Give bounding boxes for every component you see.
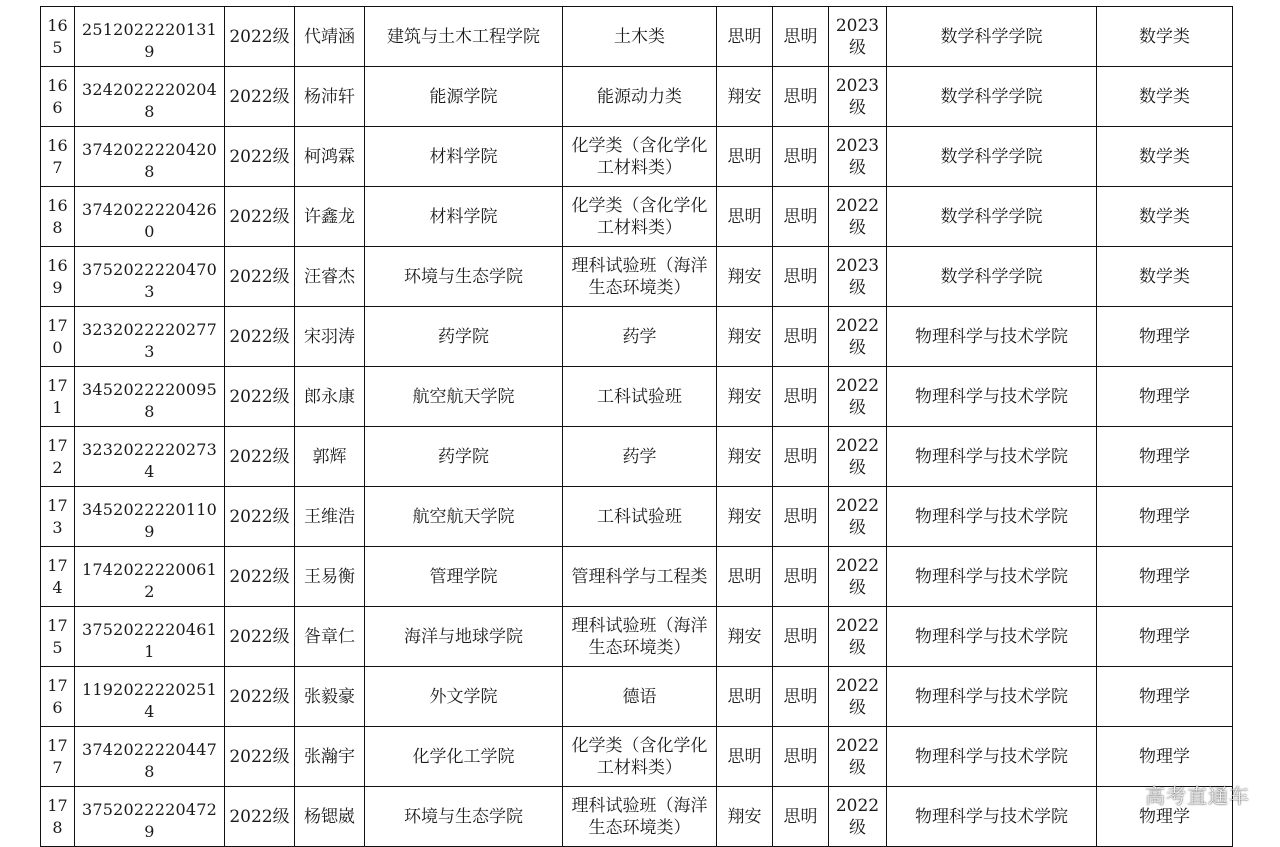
table-row — [41, 487, 1233, 547]
to-grade-cell: 2022级 — [829, 727, 887, 787]
student-name-cell: 张毅豪 — [295, 667, 365, 727]
to-grade-cell: 2022级 — [829, 667, 887, 727]
from-major-cell: 化学类（含化学化工材料类） — [563, 187, 717, 247]
table-row — [41, 7, 1233, 67]
campus-to-cell: 思明 — [773, 247, 829, 307]
row-number-cell: 170 — [41, 307, 75, 367]
campus-to-cell: 思明 — [773, 307, 829, 367]
campus-to-cell: 思明 — [773, 547, 829, 607]
student-name-cell: 许鑫龙 — [295, 187, 365, 247]
table-row — [41, 427, 1233, 487]
campus-from-cell: 翔安 — [717, 247, 773, 307]
transfer-roster-table — [40, 6, 1233, 847]
row-number-cell: 169 — [41, 247, 75, 307]
from-major-cell: 理科试验班（海洋生态环境类） — [563, 607, 717, 667]
student-name-cell: 杨锶崴 — [295, 787, 365, 847]
campus-to-cell: 思明 — [773, 127, 829, 187]
roster-body — [41, 7, 1233, 847]
row-number-cell: 173 — [41, 487, 75, 547]
to-major-cell: 物理学 — [1097, 547, 1233, 607]
student-name-cell: 王维浩 — [295, 487, 365, 547]
row-number-cell: 172 — [41, 427, 75, 487]
campus-from-cell: 思明 — [717, 127, 773, 187]
student-name-cell: 代靖涵 — [295, 7, 365, 67]
to-major-cell: 数学类 — [1097, 187, 1233, 247]
row-number-cell: 165 — [41, 7, 75, 67]
row-number-cell: 168 — [41, 187, 75, 247]
campus-to-cell: 思明 — [773, 67, 829, 127]
row-number-cell: 177 — [41, 727, 75, 787]
to-college-cell: 物理科学与技术学院 — [887, 547, 1097, 607]
table-row — [41, 247, 1233, 307]
to-college-cell: 物理科学与技术学院 — [887, 367, 1097, 427]
campus-from-cell: 思明 — [717, 727, 773, 787]
watermark-label: 高考直通车 — [1145, 784, 1250, 808]
grade-cell: 2022级 — [225, 667, 295, 727]
grade-cell: 2022级 — [225, 367, 295, 427]
to-major-cell: 数学类 — [1097, 7, 1233, 67]
from-major-cell: 工科试验班 — [563, 487, 717, 547]
row-number-cell: 171 — [41, 367, 75, 427]
from-college-cell: 药学院 — [365, 307, 563, 367]
campus-from-cell: 翔安 — [717, 427, 773, 487]
grade-cell: 2022级 — [225, 547, 295, 607]
to-grade-cell: 2022级 — [829, 547, 887, 607]
to-college-cell: 物理科学与技术学院 — [887, 667, 1097, 727]
to-college-cell: 物理科学与技术学院 — [887, 727, 1097, 787]
grade-cell: 2022级 — [225, 307, 295, 367]
grade-cell: 2022级 — [225, 607, 295, 667]
from-college-cell: 材料学院 — [365, 127, 563, 187]
from-college-cell: 材料学院 — [365, 187, 563, 247]
from-college-cell: 环境与生态学院 — [365, 247, 563, 307]
table-row — [41, 607, 1233, 667]
student-id-cell: 11920222202514 — [75, 667, 225, 727]
to-grade-cell: 2023级 — [829, 7, 887, 67]
to-college-cell: 物理科学与技术学院 — [887, 487, 1097, 547]
row-number-cell: 166 — [41, 67, 75, 127]
from-major-cell: 化学类（含化学化工材料类） — [563, 727, 717, 787]
campus-from-cell: 思明 — [717, 547, 773, 607]
campus-from-cell: 思明 — [717, 187, 773, 247]
grade-cell: 2022级 — [225, 247, 295, 307]
campus-to-cell: 思明 — [773, 487, 829, 547]
row-number-cell: 176 — [41, 667, 75, 727]
student-name-cell: 宋羽涛 — [295, 307, 365, 367]
table-row — [41, 307, 1233, 367]
student-id-cell: 37520222204703 — [75, 247, 225, 307]
student-id-cell: 32320222202773 — [75, 307, 225, 367]
campus-to-cell: 思明 — [773, 787, 829, 847]
student-id-cell: 34520222201109 — [75, 487, 225, 547]
campus-to-cell: 思明 — [773, 607, 829, 667]
table-row — [41, 127, 1233, 187]
from-college-cell: 海洋与地球学院 — [365, 607, 563, 667]
campus-from-cell: 翔安 — [717, 487, 773, 547]
student-id-cell: 37420222204260 — [75, 187, 225, 247]
to-grade-cell: 2023级 — [829, 127, 887, 187]
table-row — [41, 787, 1233, 847]
student-name-cell: 郭辉 — [295, 427, 365, 487]
to-major-cell: 数学类 — [1097, 127, 1233, 187]
to-grade-cell: 2022级 — [829, 487, 887, 547]
table-row — [41, 67, 1233, 127]
to-college-cell: 数学科学学院 — [887, 247, 1097, 307]
table-row — [41, 367, 1233, 427]
to-major-cell: 物理学 — [1097, 607, 1233, 667]
to-college-cell: 物理科学与技术学院 — [887, 307, 1097, 367]
student-id-cell: 17420222200612 — [75, 547, 225, 607]
to-major-cell: 物理学 — [1097, 367, 1233, 427]
row-number-cell: 178 — [41, 787, 75, 847]
student-name-cell: 王易衡 — [295, 547, 365, 607]
table-row — [41, 547, 1233, 607]
campus-to-cell: 思明 — [773, 187, 829, 247]
to-college-cell: 数学科学学院 — [887, 7, 1097, 67]
from-major-cell: 管理科学与工程类 — [563, 547, 717, 607]
to-grade-cell: 2022级 — [829, 607, 887, 667]
from-major-cell: 德语 — [563, 667, 717, 727]
to-major-cell: 物理学 — [1097, 487, 1233, 547]
from-college-cell: 环境与生态学院 — [365, 787, 563, 847]
grade-cell: 2022级 — [225, 727, 295, 787]
student-name-cell: 汪睿杰 — [295, 247, 365, 307]
from-college-cell: 管理学院 — [365, 547, 563, 607]
grade-cell: 2022级 — [225, 187, 295, 247]
to-college-cell: 数学科学学院 — [887, 67, 1097, 127]
to-college-cell: 数学科学学院 — [887, 127, 1097, 187]
student-name-cell: 柯鸿霖 — [295, 127, 365, 187]
from-college-cell: 外文学院 — [365, 667, 563, 727]
grade-cell: 2022级 — [225, 67, 295, 127]
table-row — [41, 667, 1233, 727]
to-grade-cell: 2022级 — [829, 367, 887, 427]
to-grade-cell: 2022级 — [829, 187, 887, 247]
to-major-cell: 数学类 — [1097, 67, 1233, 127]
grade-cell: 2022级 — [225, 7, 295, 67]
campus-to-cell: 思明 — [773, 667, 829, 727]
grade-cell: 2022级 — [225, 487, 295, 547]
student-id-cell: 34520222200958 — [75, 367, 225, 427]
from-college-cell: 航空航天学院 — [365, 487, 563, 547]
from-major-cell: 土木类 — [563, 7, 717, 67]
table-row — [41, 727, 1233, 787]
grade-cell: 2022级 — [225, 127, 295, 187]
campus-from-cell: 翔安 — [717, 67, 773, 127]
student-id-cell: 37420222204478 — [75, 727, 225, 787]
campus-to-cell: 思明 — [773, 7, 829, 67]
campus-from-cell: 翔安 — [717, 367, 773, 427]
student-name-cell: 郎永康 — [295, 367, 365, 427]
grade-cell: 2022级 — [225, 787, 295, 847]
to-major-cell: 物理学 — [1097, 307, 1233, 367]
campus-to-cell: 思明 — [773, 727, 829, 787]
from-major-cell: 化学类（含化学化工材料类） — [563, 127, 717, 187]
campus-from-cell: 翔安 — [717, 787, 773, 847]
to-major-cell: 物理学 — [1097, 427, 1233, 487]
to-college-cell: 物理科学与技术学院 — [887, 787, 1097, 847]
student-id-cell: 25120222201319 — [75, 7, 225, 67]
to-major-cell: 物理学 — [1097, 787, 1233, 847]
to-major-cell: 物理学 — [1097, 727, 1233, 787]
row-number-cell: 175 — [41, 607, 75, 667]
from-major-cell: 工科试验班 — [563, 367, 717, 427]
to-college-cell: 数学科学学院 — [887, 187, 1097, 247]
student-id-cell: 37520222204729 — [75, 787, 225, 847]
to-grade-cell: 2023级 — [829, 247, 887, 307]
from-major-cell: 药学 — [563, 307, 717, 367]
to-major-cell: 数学类 — [1097, 247, 1233, 307]
from-college-cell: 化学化工学院 — [365, 727, 563, 787]
row-number-cell: 167 — [41, 127, 75, 187]
to-major-cell: 物理学 — [1097, 667, 1233, 727]
from-college-cell: 建筑与土木工程学院 — [365, 7, 563, 67]
from-college-cell: 能源学院 — [365, 67, 563, 127]
student-name-cell: 张瀚宇 — [295, 727, 365, 787]
from-college-cell: 航空航天学院 — [365, 367, 563, 427]
student-id-cell: 37420222204208 — [75, 127, 225, 187]
campus-to-cell: 思明 — [773, 367, 829, 427]
from-college-cell: 药学院 — [365, 427, 563, 487]
row-number-cell: 174 — [41, 547, 75, 607]
to-college-cell: 物理科学与技术学院 — [887, 607, 1097, 667]
to-college-cell: 物理科学与技术学院 — [887, 427, 1097, 487]
campus-from-cell: 思明 — [717, 7, 773, 67]
from-major-cell: 药学 — [563, 427, 717, 487]
campus-from-cell: 翔安 — [717, 307, 773, 367]
to-grade-cell: 2022级 — [829, 787, 887, 847]
campus-from-cell: 翔安 — [717, 607, 773, 667]
from-major-cell: 理科试验班（海洋生态环境类） — [563, 787, 717, 847]
to-grade-cell: 2022级 — [829, 307, 887, 367]
grade-cell: 2022级 — [225, 427, 295, 487]
to-grade-cell: 2023级 — [829, 67, 887, 127]
student-id-cell: 32320222202734 — [75, 427, 225, 487]
student-id-cell: 32420222202048 — [75, 67, 225, 127]
campus-to-cell: 思明 — [773, 427, 829, 487]
student-id-cell: 37520222204611 — [75, 607, 225, 667]
table-row — [41, 187, 1233, 247]
to-grade-cell: 2022级 — [829, 427, 887, 487]
campus-from-cell: 思明 — [717, 667, 773, 727]
from-major-cell: 理科试验班（海洋生态环境类） — [563, 247, 717, 307]
from-major-cell: 能源动力类 — [563, 67, 717, 127]
student-name-cell: 杨沛轩 — [295, 67, 365, 127]
student-name-cell: 昝章仁 — [295, 607, 365, 667]
